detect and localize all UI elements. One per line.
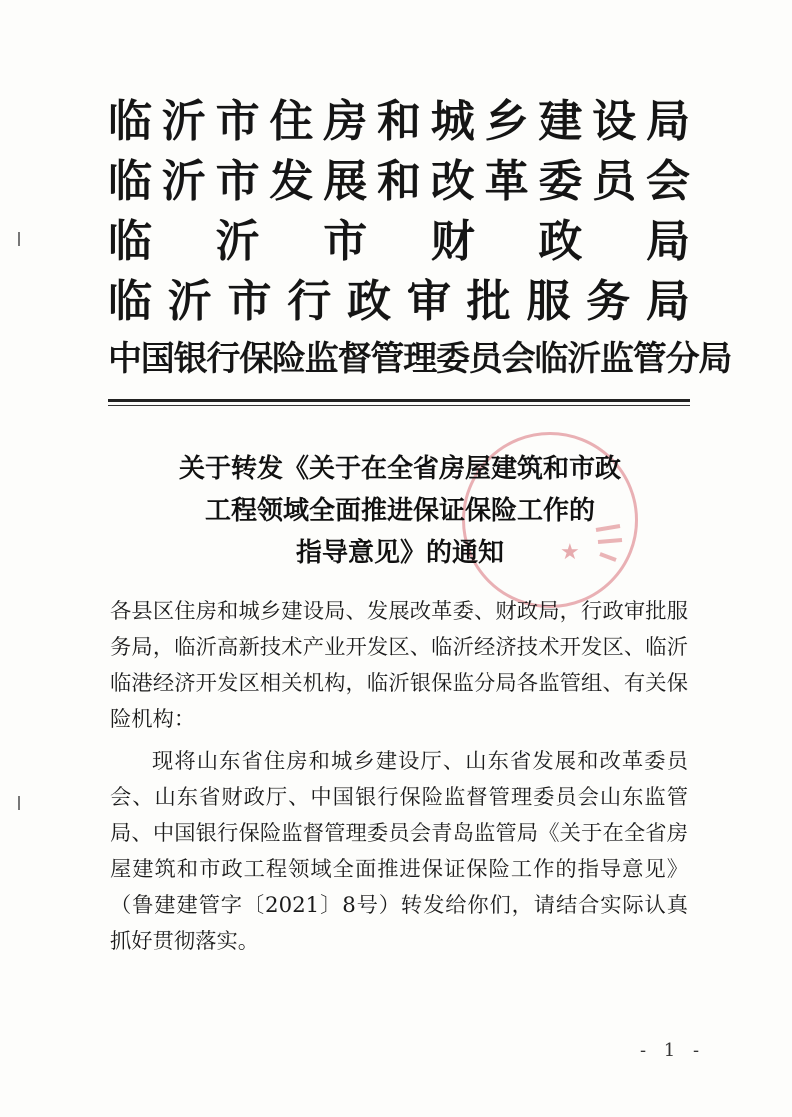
issuer-char: 住 [269,96,314,147]
issuer-char: 沂 [161,156,206,207]
issuer-char: 临 [108,216,152,267]
issuer-char: 服 [526,276,571,327]
page-number: - 1 - [640,1040,706,1061]
document-body [110,594,688,960]
issuer-char: 和 [376,156,421,207]
issuer-char: 临 [108,276,152,327]
issuer-char: 审 [406,276,451,327]
issuer-line-2 [108,152,690,212]
issuer-line-3 [108,212,690,272]
issuer-char: 乡 [484,96,529,147]
header-rule-thin [108,405,690,406]
issuer-char: 会 [645,156,690,207]
issuer-char: 批 [466,276,511,327]
issuer-char: 市 [323,216,368,267]
binding-mark-bottom [18,796,20,810]
issuer-char: 员 [592,156,637,207]
body-paragraph: 现将山东省住房和城乡建设厅、山东省发展和改革委员会、山东省财政厅、中国银行保险监督管理委员会山东监管局、中国银行保险监督管理委员会青岛监管局《关于在全省房屋建筑和市政工程领域全面推进保证保险工作的指导意见》（鲁建建管字〔2021〕8号）转发给你们，请结合实际认真抓好贯彻落实。 [110,749,688,954]
issuer-char: 市 [215,156,260,207]
issuer-line-5: 中国银行保险监督管理委员会临沂监管分局 [108,339,732,379]
red-header-rule [108,399,690,402]
issuer-char: 政 [347,276,392,327]
issuer-char: 沂 [167,276,212,327]
issuer-char: 务 [586,276,631,327]
issuer-char: 市 [227,276,272,327]
issuer-char: 改 [430,156,475,207]
title-line: 工程领域全面推进保证保险工作的 [204,496,595,526]
issuer-char: 展 [323,156,368,207]
binding-mark-top [18,232,20,246]
issuer-block [108,92,732,386]
issuer-char: 财 [430,216,475,267]
issuer-char: 设 [592,96,637,147]
issuer-char: 沂 [161,96,206,147]
issuer-char: 委 [538,156,583,207]
seal-star-icon: ★ [560,540,580,565]
issuer-char: 政 [538,216,583,267]
issuer-char: 局 [645,96,690,147]
issuer-line-4 [108,272,690,332]
issuer-char: 革 [484,156,529,207]
issuer-char: 城 [430,96,475,147]
title-line: 关于转发《关于在全省房屋建筑和市政 [178,454,621,484]
issuer-char: 临 [108,96,152,147]
issuer-char: 房 [323,96,368,147]
issuer-line-1 [108,92,690,152]
issuer-char: 建 [538,96,583,147]
issuer-char: 市 [215,96,260,147]
issuer-char: 沂 [215,216,260,267]
title-line: 指导意见》的通知 [295,538,504,568]
issuer-char: 局 [645,216,690,267]
document-title [120,448,680,574]
issuer-char: 和 [376,96,421,147]
issuer-char: 发 [269,156,314,207]
salutation: 各县区住房和城乡建设局、发展改革委、财政局，行政审批服务局，临沂高新技术产业开发区、临沂经济技术开发区、临沂临港经济开发区相关机构，临沂银保监分局各监管组、有关保险机构： [110,599,688,732]
issuer-char: 局 [645,276,690,327]
issuer-char: 行 [287,276,332,327]
issuer-char: 临 [108,156,152,207]
